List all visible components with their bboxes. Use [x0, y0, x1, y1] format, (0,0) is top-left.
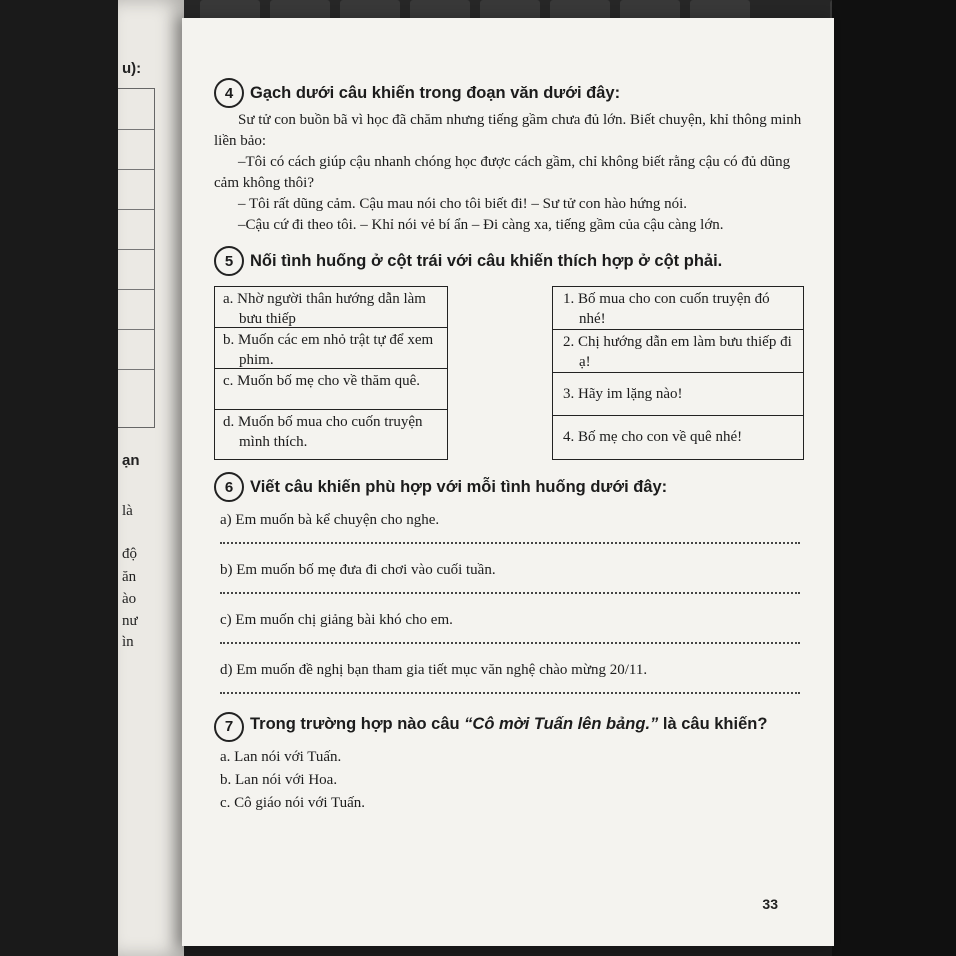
flower-number-icon: 7	[214, 712, 244, 742]
paragraph-line: – Tôi rất dũng cảm. Cậu mau nói cho tôi biết đi! – Sư tử con hào hứng nói.	[238, 196, 688, 212]
exercise-5-title	[214, 246, 804, 276]
writing-prompt: d) Em muốn đề nghị bạn tham gia tiết mục văn nghệ chào mừng 20/11.	[220, 662, 648, 678]
answer-dotted-line[interactable]	[220, 684, 800, 694]
situation-cell: c. Muốn bố mẹ cho về thăm quê.	[215, 369, 447, 410]
desk-background	[832, 0, 956, 956]
exercise-4	[214, 78, 804, 236]
choice-item[interactable]: a. Lan nói với Tuấn.	[220, 749, 342, 765]
paragraph-line: –Tôi có cách giúp cậu nhanh chóng học được cách gầm, chỉ không biết rằng cậu có đủ dũng cảm không thôi?	[214, 154, 791, 191]
left-page-fragment: ìn	[122, 634, 134, 650]
answer-line	[118, 249, 154, 250]
paragraph-line: Sư tử con buồn bã vì học đã chăm nhưng tiếng gầm chưa đủ lớn. Biết chuyện, khỉ thông minh liền bảo:	[214, 112, 802, 149]
answer-line	[118, 289, 154, 290]
left-page-fragment: là	[122, 503, 133, 519]
writing-prompt: b) Em muốn bố mẹ đưa đi chơi vào cuối tuần.	[220, 562, 496, 578]
exercise-5	[214, 246, 804, 460]
exercise-7-quote: “Cô mời Tuấn lên bảng.”	[464, 715, 659, 733]
exercise-7-instruction	[250, 712, 767, 736]
exercise-7	[214, 712, 804, 815]
answer-line	[118, 369, 154, 370]
imperative-cell: 2. Chị hướng dẫn em làm bưu thiếp đi ạ!	[553, 330, 803, 373]
imperatives-column	[552, 286, 804, 460]
situation-cell: a. Nhờ người thân hướng dẫn làm bưu thiếp	[215, 287, 447, 328]
paragraph-line: –Cậu cứ đi theo tôi. – Khỉ nói vẻ bí ẩn – Đi càng xa, tiếng gầm của cậu càng lớn.	[238, 217, 724, 233]
exercise-7-title	[214, 712, 804, 742]
exercise-7-choices	[214, 746, 804, 815]
answer-line	[118, 129, 154, 130]
exercise-7-suffix: là câu khiến?	[658, 715, 768, 733]
writing-prompt: c) Em muốn chị giảng bài khó cho em.	[220, 612, 453, 628]
flower-number-icon: 6	[214, 472, 244, 502]
choice-item[interactable]: b. Lan nói với Hoa.	[220, 772, 338, 788]
page-content	[214, 78, 804, 815]
flower-number-icon: 4	[214, 78, 244, 108]
answer-dotted-line[interactable]	[220, 534, 800, 544]
exercise-5-instruction: Nối tình huống ở cột trái với câu khiến thích hợp ở cột phải.	[250, 251, 723, 270]
left-page-answer-box	[118, 88, 155, 428]
workbook-page	[182, 18, 834, 946]
situations-column	[214, 286, 448, 460]
imperative-cell: 4. Bố mẹ cho con về quê nhé!	[563, 429, 743, 445]
left-page-fragment: độ	[122, 546, 137, 562]
imperative-cell: 1. Bố mua cho con cuốn truyện đó nhé!	[553, 287, 803, 330]
exercise-6-instruction: Viết câu khiến phù hợp với mỗi tình huống dưới đây:	[250, 477, 668, 496]
answer-dotted-line[interactable]	[220, 584, 800, 594]
exercise-4-title	[214, 78, 804, 108]
answer-line	[118, 329, 154, 330]
left-page-fragment: ăn	[122, 569, 137, 585]
answer-line	[118, 209, 154, 210]
matching-tables	[214, 286, 804, 460]
writing-prompt: a) Em muốn bà kể chuyện cho nghe.	[220, 512, 440, 528]
left-page-fragment: ạn	[122, 452, 140, 469]
page-number: 33	[762, 896, 778, 912]
imperative-cell: 3. Hãy im lặng nào!	[553, 373, 803, 416]
left-page	[118, 0, 184, 956]
left-page-fragment: ào	[122, 591, 137, 607]
left-page-fragment: nư	[122, 613, 138, 629]
answer-dotted-line[interactable]	[220, 634, 800, 644]
exercise-4-instruction: Gạch dưới câu khiến trong đoạn văn dưới đây:	[250, 83, 621, 102]
exercise-7-prefix: Trong trường hợp nào câu	[250, 715, 465, 733]
answer-line	[118, 169, 154, 170]
exercise-6-title	[214, 472, 804, 502]
situation-cell: d. Muốn bố mua cho cuốn truyện mình thích.	[223, 414, 423, 450]
flower-number-icon: 5	[214, 246, 244, 276]
situation-cell: b. Muốn các em nhỏ trật tự để xem phim.	[215, 328, 447, 369]
exercise-6	[214, 472, 804, 694]
choice-item[interactable]: c. Cô giáo nói với Tuấn.	[220, 795, 366, 811]
left-page-fragment: u):	[122, 60, 142, 77]
